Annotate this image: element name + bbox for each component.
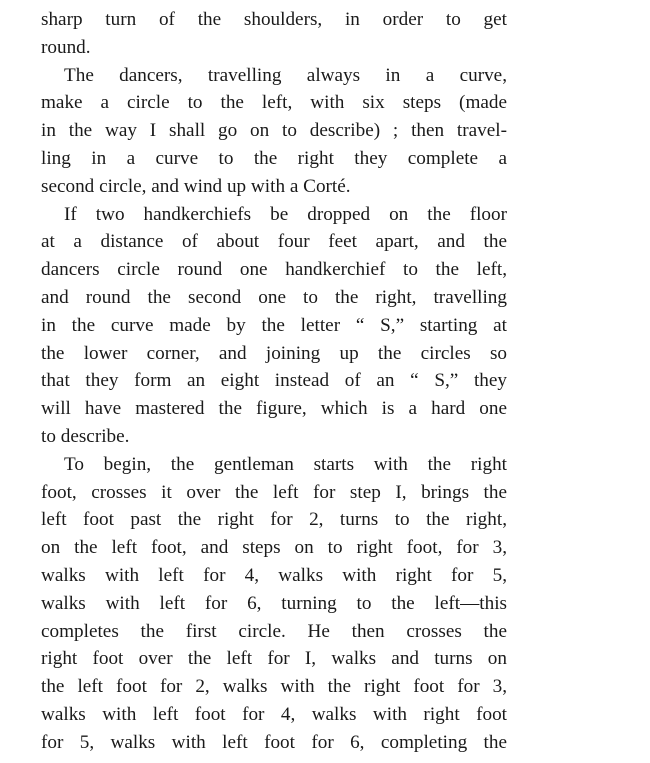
text-line: dancers circle round one handkerchief to the left, (41, 259, 507, 281)
text-line: in the curve made by the letter “ S,” starting at (41, 314, 507, 336)
text-line: walks with left for 6, turning to the left—this (41, 592, 507, 614)
text-line: the left foot for 2, walks with the right foot for 3, (41, 676, 507, 698)
text-line: The dancers, travelling always in a curve, (64, 64, 507, 86)
text-line: in the way I shall go on to describe) ; then travel- (41, 120, 507, 142)
text-line: To begin, the gentleman starts with the right (64, 453, 507, 475)
paragraph-4 (41, 451, 507, 757)
paragraph-1 (41, 6, 507, 62)
text-line: foot, crosses it over the left for step I, brings the (41, 481, 507, 503)
text-line: round. (41, 36, 91, 58)
text-line: walks with left for 4, walks with right for 5, (41, 564, 507, 586)
text-line: on the left foot, and steps on to right foot, for 3, (41, 537, 507, 559)
text-line: right foot over the left for I, walks and turns on (41, 648, 507, 670)
text-line: make a circle to the left, with six steps (made (41, 92, 507, 114)
text-line: completes the first circle. He then crosses the (41, 620, 507, 642)
text-line: to describe. (41, 425, 130, 447)
text-line: ling in a curve to the right they complete a (41, 147, 507, 169)
text-line: the lower corner, and joining up the circles so (41, 342, 507, 364)
text-line: at a distance of about four feet apart, and the (41, 231, 507, 253)
text-line: walks with left foot for 4, walks with right foot (41, 703, 507, 725)
text-line: and round the second one to the right, travelling (41, 286, 507, 308)
body-text (41, 6, 507, 757)
text-line: second circle, and wind up with a Corté. (41, 175, 351, 197)
paragraph-2 (41, 62, 507, 201)
text-line: If two handkerchiefs be dropped on the floor (64, 203, 507, 225)
text-line: that they form an eight instead of an “ S,” they (41, 370, 507, 392)
text-line: for 5, walks with left foot for 6, completing the (41, 731, 507, 753)
text-line: will have mastered the figure, which is a hard one (41, 398, 507, 420)
paragraph-3 (41, 201, 507, 451)
text-line: sharp turn of the shoulders, in order to get (41, 9, 507, 30)
text-line: left foot past the right for 2, turns to the right, (41, 509, 507, 531)
